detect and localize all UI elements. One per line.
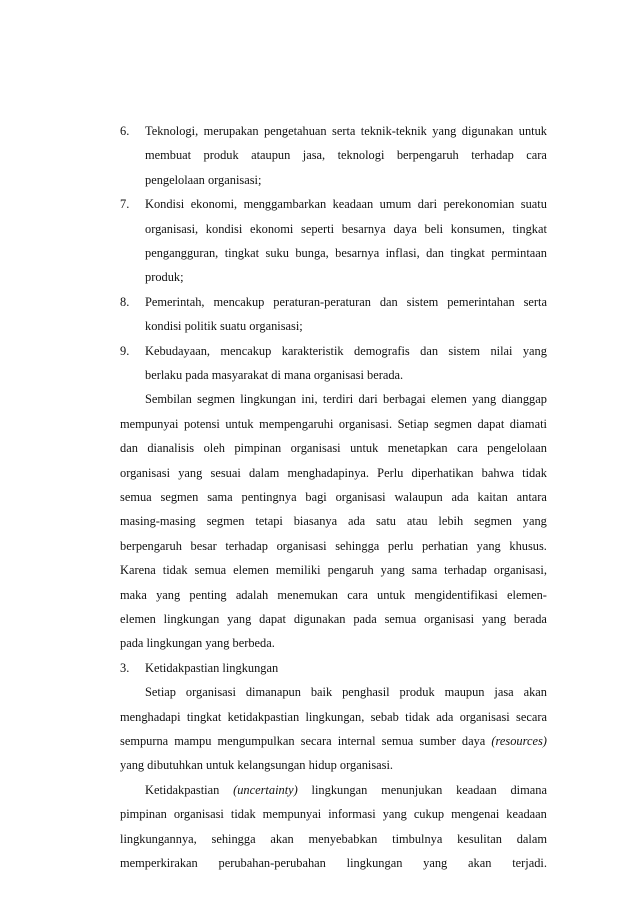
- list-item-line: pengelolaan organisasi;: [145, 172, 262, 187]
- paragraph-line: Setiap organisasi dimanapun baik penghasil produk maupun jasa akan: [145, 685, 547, 700]
- italic-term: (uncertainty): [233, 782, 298, 797]
- paragraph-line: yang dibutuhkan untuk kelangsungan hidup organisasi.: [120, 758, 394, 773]
- paragraph-line: elemen lingkungan yang dapat digunakan pada semua organisasi yang berada: [120, 612, 547, 626]
- section-number: 3.: [120, 660, 130, 675]
- list-item-line: Pemerintah, mencakup peraturan-peraturan dan sistem pemerintahan serta: [145, 294, 547, 309]
- paragraph-line: dan dianalisis oleh pimpinan organisasi untuk menetapkan cara pengelolaan: [120, 441, 547, 456]
- paragraph-line: pimpinan organisasi tidak mempunyai informasi yang cukup mengenai keadaan: [120, 807, 547, 822]
- paragraph-line: memperkirakan perubahan-perubahan lingkungan yang akan terjadi.: [120, 856, 547, 870]
- list-number: 9.: [120, 343, 130, 358]
- paragraph-line: mempunyai potensi untuk mempengaruhi organisasi. Setiap segmen dapat diamati: [120, 416, 547, 431]
- paragraph-line: semua segmen sama pentingnya bagi organisasi walaupun ada kaitan antara: [120, 490, 547, 504]
- paragraph-line: Karena tidak semua elemen memiliki pengaruh yang sama terhadap organisasi,: [120, 563, 547, 578]
- list-item-line: membuat produk ataupun jasa, teknologi berpengaruh terhadap cara: [145, 148, 547, 163]
- paragraph-line: maka yang penting adalah menemukan cara untuk mengidentifikasi elemen-: [120, 587, 547, 602]
- list-number: 6.: [120, 124, 130, 138]
- paragraph-line: Ketidakpastian (uncertainty) lingkungan menunjukan keadaan dimana: [145, 782, 547, 797]
- paragraph-line: Sembilan segmen lingkungan ini, terdiri dari berbagai elemen yang dianggap: [145, 392, 547, 407]
- paragraph-line: organisasi yang sesuai dalam menghadapinya. Perlu diperhatikan bahwa tidak: [120, 465, 547, 480]
- list-item-line: pengangguran, tingkat suku bunga, besarnya inflasi, dan tingkat permintaan: [145, 246, 547, 260]
- paragraph-line: pada lingkungan yang berbeda.: [120, 636, 275, 651]
- paragraph-line: sempurna mampu mengumpulkan secara internal semua sumber daya (resources): [120, 734, 547, 748]
- italic-term: (resources): [491, 734, 547, 748]
- list-item-line: Kondisi ekonomi, menggambarkan keadaan umum dari perekonomian suatu: [145, 197, 547, 212]
- list-item-line: organisasi, kondisi ekonomi seperti besarnya daya beli konsumen, tingkat: [145, 221, 547, 236]
- list-number: 7.: [120, 197, 130, 212]
- list-item-line: Kebudayaan, mencakup karakteristik demografis dan sistem nilai yang: [145, 343, 547, 358]
- list-number: 8.: [120, 294, 130, 309]
- paragraph-line: menghadapi tingkat ketidakpastian lingkungan, sebab tidak ada organisasi secara: [120, 709, 547, 724]
- list-item-line: produk;: [145, 270, 184, 285]
- section-title: Ketidakpastian lingkungan: [145, 660, 279, 675]
- list-item-line: Teknologi, merupakan pengetahuan serta teknik-teknik yang digunakan untuk: [145, 124, 547, 138]
- list-item-line: kondisi politik suatu organisasi;: [145, 319, 303, 334]
- paragraph-line: berpengaruh besar terhadap organisasi sehingga perlu perhatian yang khusus.: [120, 538, 547, 553]
- paragraph-line: masing-masing segmen tetapi biasanya ada satu atau lebih segmen yang: [120, 514, 547, 529]
- paragraph-line: lingkungannya, sehingga akan menyebabkan timbulnya kesulitan dalam: [120, 831, 547, 846]
- list-item-line: berlaku pada masyarakat di mana organisasi berada.: [145, 368, 404, 382]
